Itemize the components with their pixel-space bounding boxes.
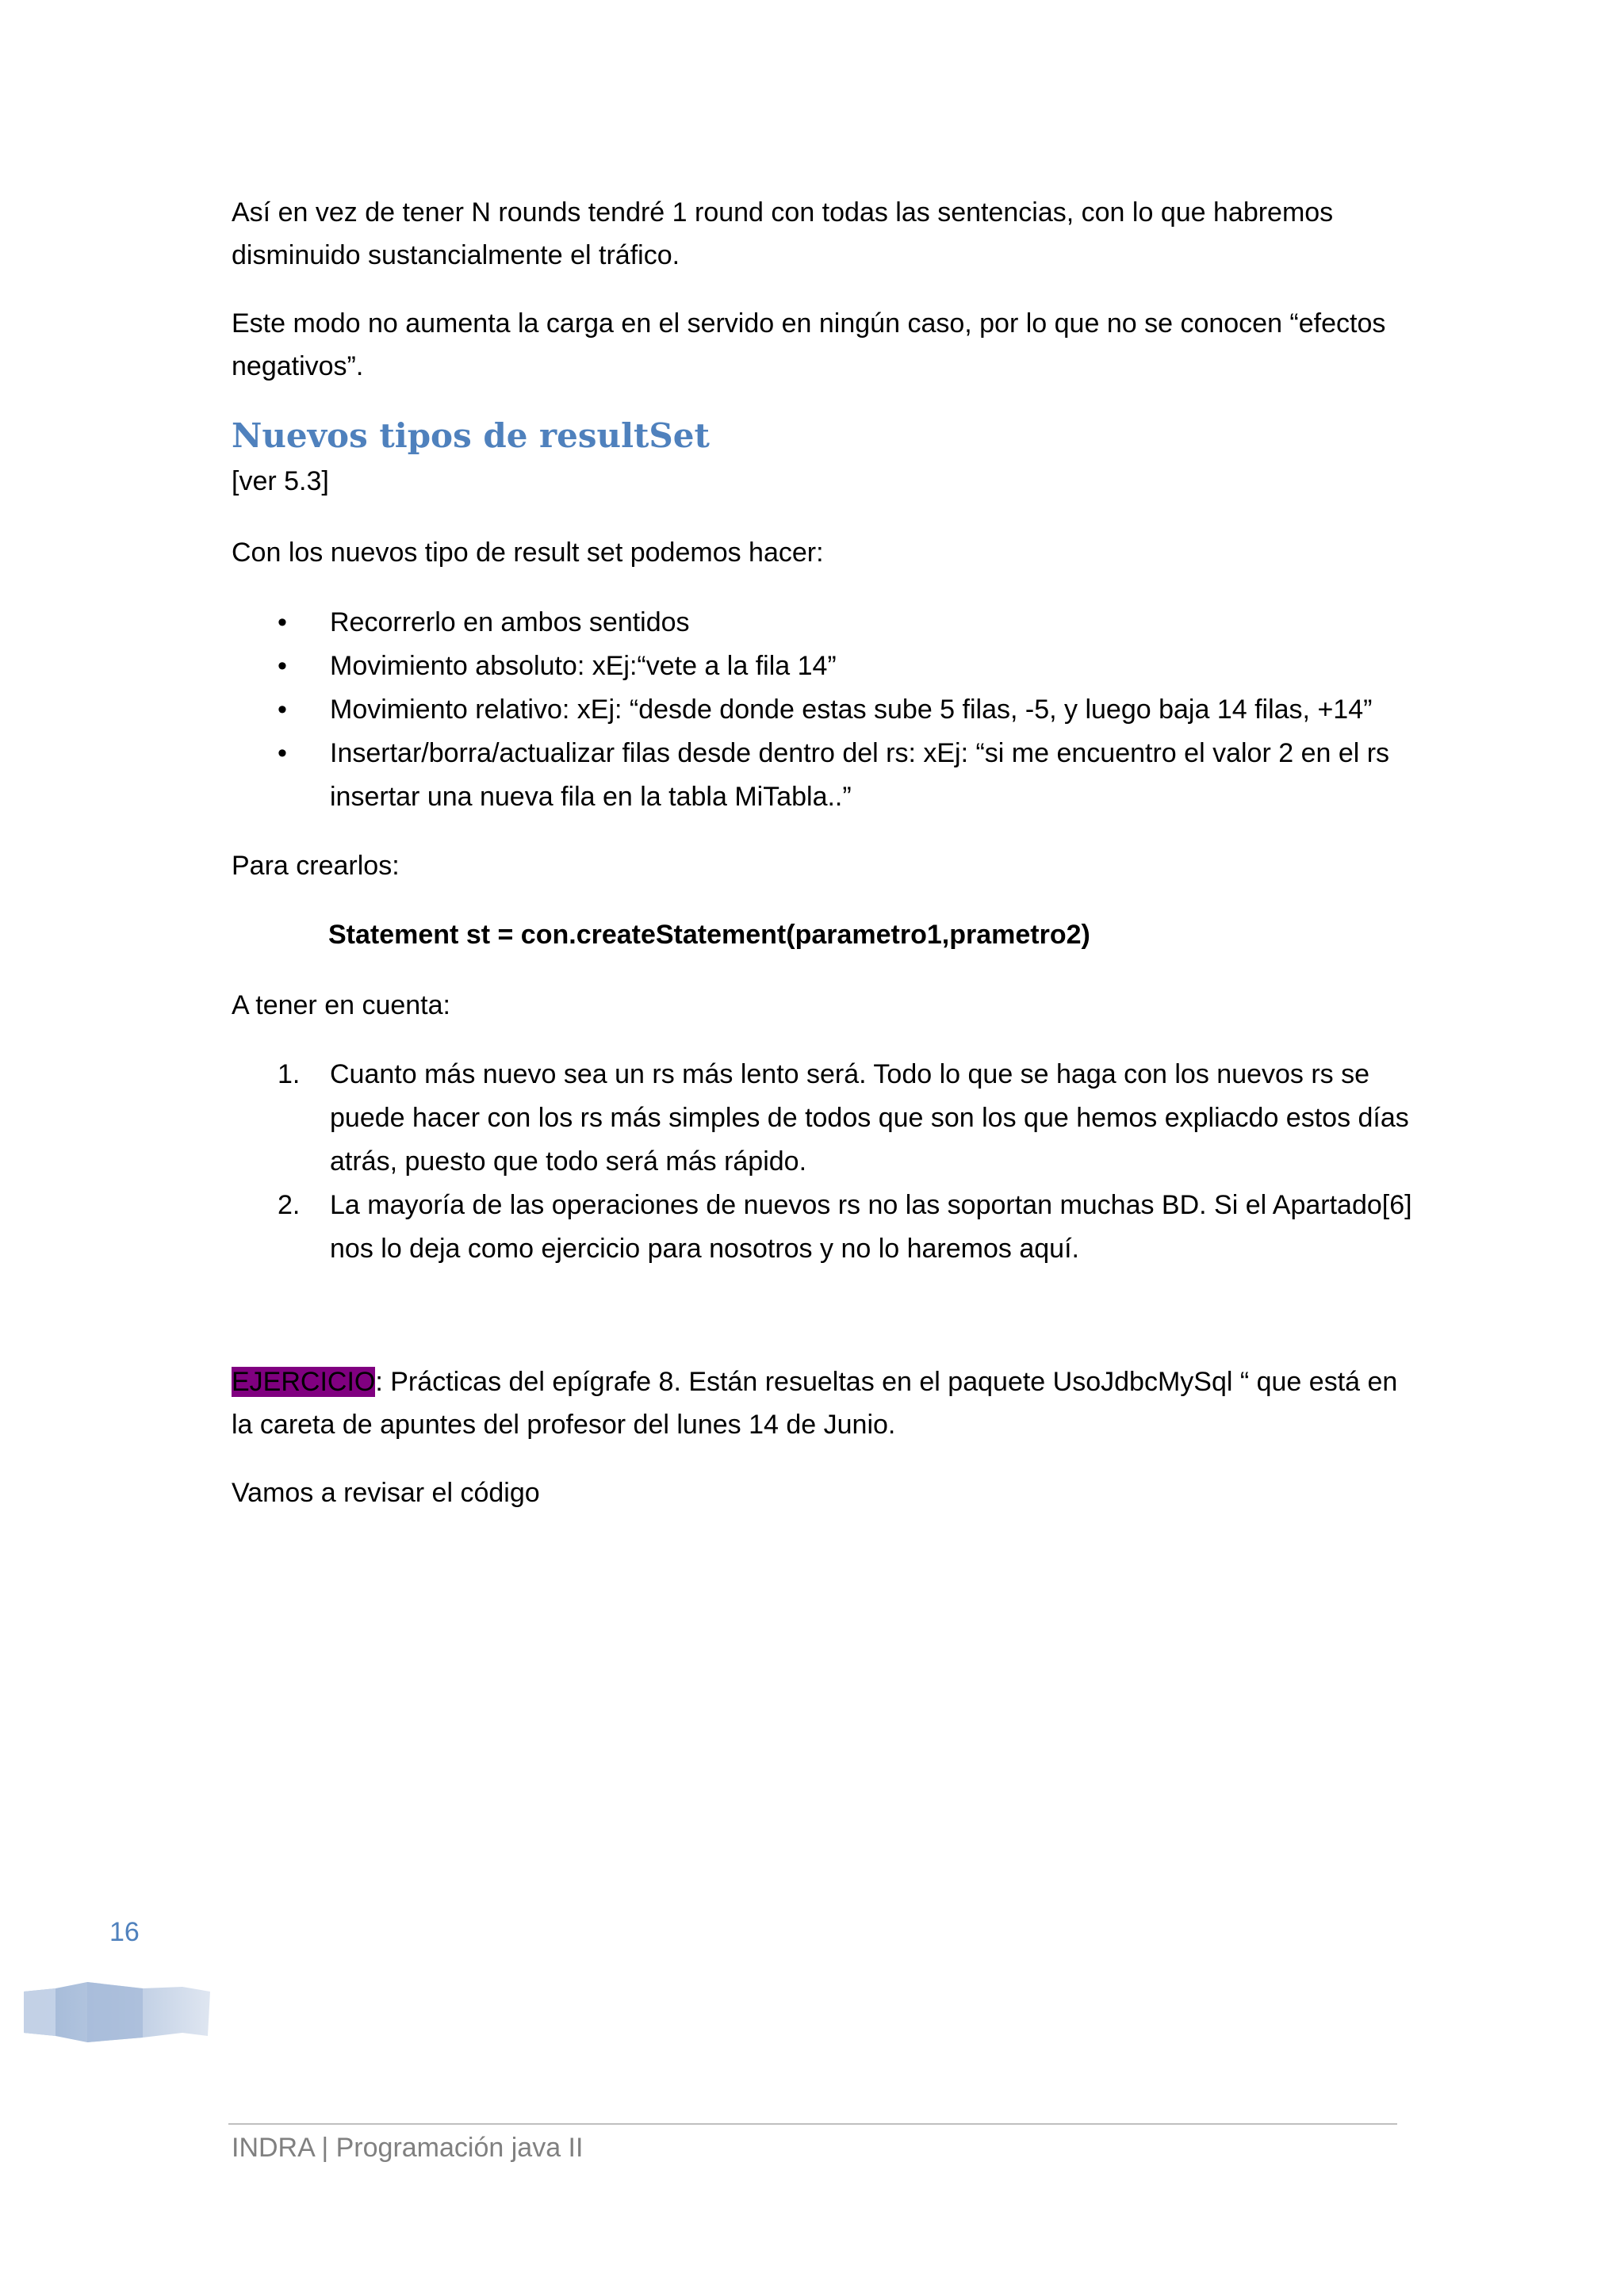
exercise-text: : Prácticas del epígrafe 8. Están resueltas en el paquete UsoJdbcMySql “ que está en la careta de apuntes del profesor del lunes 14 de Junio.: [232, 1367, 1398, 1440]
list-item-text: Recorrerlo en ambos sentidos: [330, 607, 690, 637]
bullet-list: [232, 601, 1421, 819]
list-item-text: Movimiento relativo: xEj: “desde donde estas sube 5 filas, -5, y luego baja 14 filas, +14”: [330, 695, 1373, 725]
list-item-text: Insertar/borra/actualizar filas desde dentro del rs: xEj: “si me encuentro el valor 2 en el rs insertar una nueva fila en la tabla MiTabla..”: [330, 738, 1390, 812]
number-marker: 1.: [278, 1059, 301, 1089]
note-label: A tener en cuenta:: [232, 990, 450, 1020]
list-item: [232, 1053, 1421, 1184]
footer-text: INDRA | Programación java II: [232, 2133, 584, 2163]
list-item: [232, 645, 1421, 688]
list-item: [232, 732, 1421, 819]
bullet-marker: •: [278, 695, 287, 725]
section-intro: Con los nuevos tipo de result set podemos hacer:: [232, 538, 824, 568]
exercise-label: EJERCICIO: [232, 1367, 376, 1397]
code-statement: Statement st = con.createStatement(parametro1,prametro2): [328, 920, 1090, 950]
list-item-text: Cuanto más nuevo sea un rs más lento será. Todo lo que se haga con los nuevos rs se puede hacer con los rs más simples de todos que son los que hemos expliacdo estos días atrás, puesto que todo será más rápido.: [330, 1059, 1409, 1177]
list-item-text: La mayoría de las operaciones de nuevos rs no las soportan muchas BD. Si el Apartado[6] nos lo deja como ejercicio para nosotros y no lo haremos aquí.: [330, 1190, 1412, 1264]
closing-paragraph: Vamos a revisar el código: [232, 1478, 540, 1508]
bullet-marker: •: [278, 607, 287, 637]
number-marker: 2.: [278, 1190, 301, 1220]
section-heading: Nuevos tipos de resultSet: [232, 416, 710, 455]
paragraph-rounds: Así en vez de tener N rounds tendré 1 round con todas las sentencias, con lo que habremos disminuido sustancialmente el tráfico.: [232, 197, 1334, 270]
page-number: 16: [109, 1917, 140, 1947]
exercise-paragraph: [232, 1360, 1421, 1446]
list-item-text: Movimiento absoluto: xEj:“vete a la fila 14”: [330, 651, 837, 681]
list-item: [232, 601, 1421, 645]
bullet-marker: •: [278, 738, 287, 768]
numbered-list: [232, 1053, 1421, 1271]
ribbon-decoration-icon: [24, 1980, 210, 2044]
bullet-marker: •: [278, 651, 287, 681]
list-item: [232, 1184, 1421, 1271]
create-label: Para crearlos:: [232, 851, 400, 881]
list-item: [232, 688, 1421, 732]
version-note: [ver 5.3]: [232, 466, 329, 496]
paragraph-load: Este modo no aumenta la carga en el servido en ningún caso, por lo que no se conocen “efectos negativos”.: [232, 308, 1386, 381]
footer-divider: [228, 2123, 1397, 2125]
